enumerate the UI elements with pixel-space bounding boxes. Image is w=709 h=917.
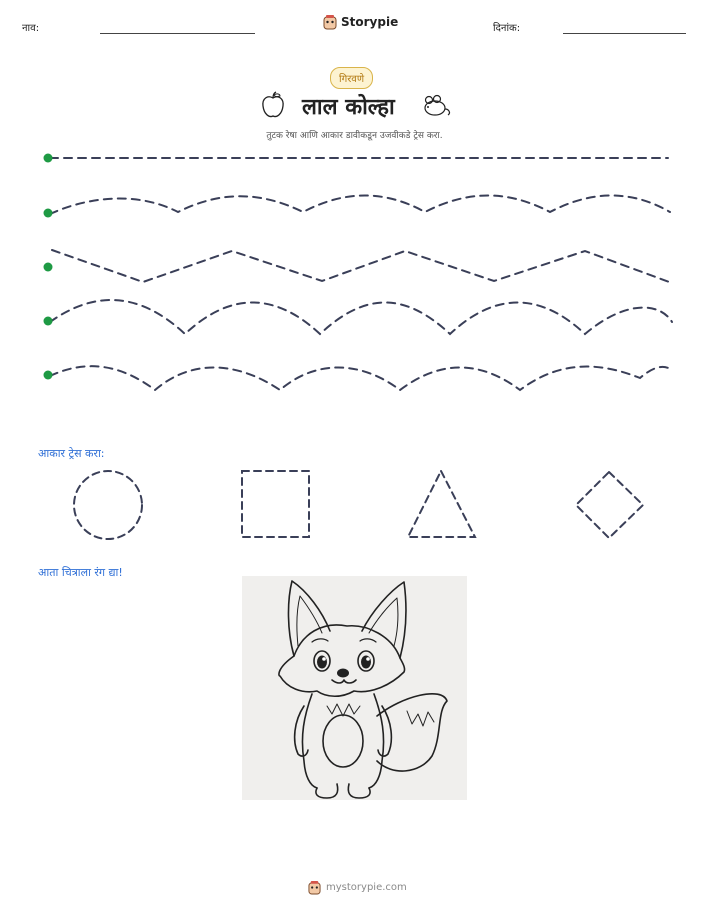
trace-circle-shape[interactable] [74, 471, 142, 539]
storypie-mascot-icon [308, 880, 321, 895]
fox-illustration [242, 576, 467, 800]
fox-coloring-picture[interactable] [242, 576, 467, 800]
date-label: दिनांक: [493, 23, 521, 34]
trace-diamond-shape[interactable] [576, 472, 643, 538]
trace-square-shape[interactable] [242, 471, 309, 537]
footer-site-link[interactable]: mystorypie.com [326, 882, 407, 893]
level-badge: गिरवणे [330, 67, 373, 89]
trace-triangle-shape[interactable] [408, 471, 475, 537]
instructions: तुटक रेषा आणि आकार डावीकडून उजवीकडे ट्रेस करा. [266, 131, 443, 141]
brand-name: Storypie [341, 15, 399, 29]
shapes-section-label: आकार ट्रेस करा: [38, 447, 105, 460]
page-title: लाल कोल्हा [302, 95, 395, 120]
name-label: नाव: [22, 23, 40, 34]
coloring-section-label: आता चित्राला रंग द्या! [38, 566, 123, 579]
footer [308, 880, 407, 895]
